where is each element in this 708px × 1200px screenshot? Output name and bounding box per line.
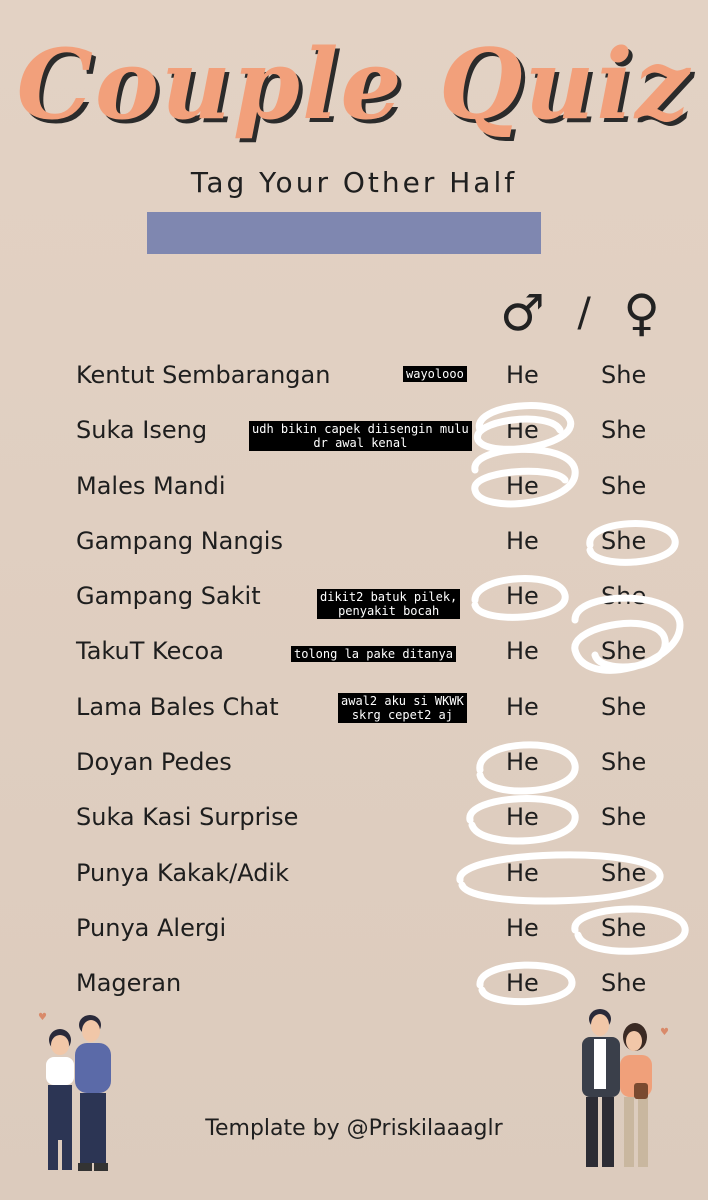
question-label: Doyan Pedes: [76, 748, 232, 777]
question-row: [0, 460, 708, 515]
question-label: Kentut Sembarangan: [76, 361, 331, 389]
note-sticker: [291, 646, 456, 662]
question-row: [0, 349, 708, 404]
note-sticker: [338, 693, 467, 723]
she-option: She: [601, 803, 647, 832]
he-option: He: [506, 582, 539, 611]
he-option: He: [506, 913, 539, 942]
question-label: Punya Alergi: [76, 913, 227, 942]
note-text: dr awal kenal: [313, 436, 408, 450]
he-option: He: [506, 637, 539, 666]
she-option: She: [601, 748, 647, 777]
footer-credit: Template by @Priskilaaaglr: [205, 1116, 503, 1141]
name-box: [147, 212, 541, 254]
separator: /: [577, 289, 591, 336]
he-option: He: [506, 748, 539, 777]
question-label: Mageran: [76, 969, 182, 998]
question-label: Males Mandi: [76, 471, 226, 500]
question-label: TakuT Kecoa: [76, 637, 224, 666]
subtitle: Tag Your Other Half: [190, 166, 518, 199]
couple-illustration-left: [30, 1005, 140, 1185]
question-row: [0, 515, 708, 570]
svg-text:♥: ♥: [660, 1027, 669, 1038]
note-text: awal2 aku si WKWK: [341, 694, 464, 708]
question-row: [0, 902, 708, 957]
note-sticker: [403, 366, 467, 382]
she-option: She: [601, 913, 647, 942]
she-option: She: [601, 582, 647, 611]
question-label: Gampang Nangis: [76, 526, 283, 555]
question-row: [0, 736, 708, 791]
question-row: [0, 791, 708, 846]
note-text: penyakit bocah: [338, 604, 440, 618]
she-option: She: [601, 858, 647, 887]
she-option: She: [601, 361, 647, 389]
she-option: She: [601, 471, 647, 500]
question-label: Lama Bales Chat: [76, 692, 279, 721]
he-option: He: [506, 803, 539, 832]
question-row: [0, 847, 708, 902]
she-option: She: [601, 637, 647, 666]
male-symbol-icon: ♂: [500, 283, 545, 342]
he-option: He: [506, 969, 539, 998]
question-label: Gampang Sakit: [76, 582, 261, 611]
he-option: He: [506, 858, 539, 887]
he-option: He: [506, 471, 539, 500]
note-sticker: [317, 589, 460, 619]
note-text: tolong la pake ditanya: [294, 647, 453, 661]
he-option: He: [506, 526, 539, 555]
note-text: wayolooo: [406, 367, 464, 381]
note-text: udh bikin capek diisengin mulu: [252, 422, 469, 436]
she-option: She: [601, 969, 647, 998]
note-sticker: [249, 421, 472, 451]
couple-illustration-right: [570, 1005, 680, 1185]
note-text: dikit2 batuk pilek,: [320, 590, 458, 604]
gender-header: [500, 285, 660, 340]
female-symbol-icon: ♀: [623, 283, 660, 342]
he-option: He: [506, 361, 539, 389]
svg-text:♥: ♥: [38, 1012, 47, 1023]
question-label: Punya Kakak/Adik: [76, 858, 289, 887]
he-option: He: [506, 692, 539, 721]
question-label: Suka Iseng: [76, 416, 208, 445]
note-text: skrg cepet2 aj: [351, 708, 453, 722]
she-option: She: [601, 692, 647, 721]
she-option: She: [601, 416, 647, 445]
she-option: She: [601, 526, 647, 555]
page-title: Couple Quiz: [16, 28, 692, 141]
question-label: Suka Kasi Surprise: [76, 803, 299, 832]
he-option: He: [506, 416, 539, 445]
